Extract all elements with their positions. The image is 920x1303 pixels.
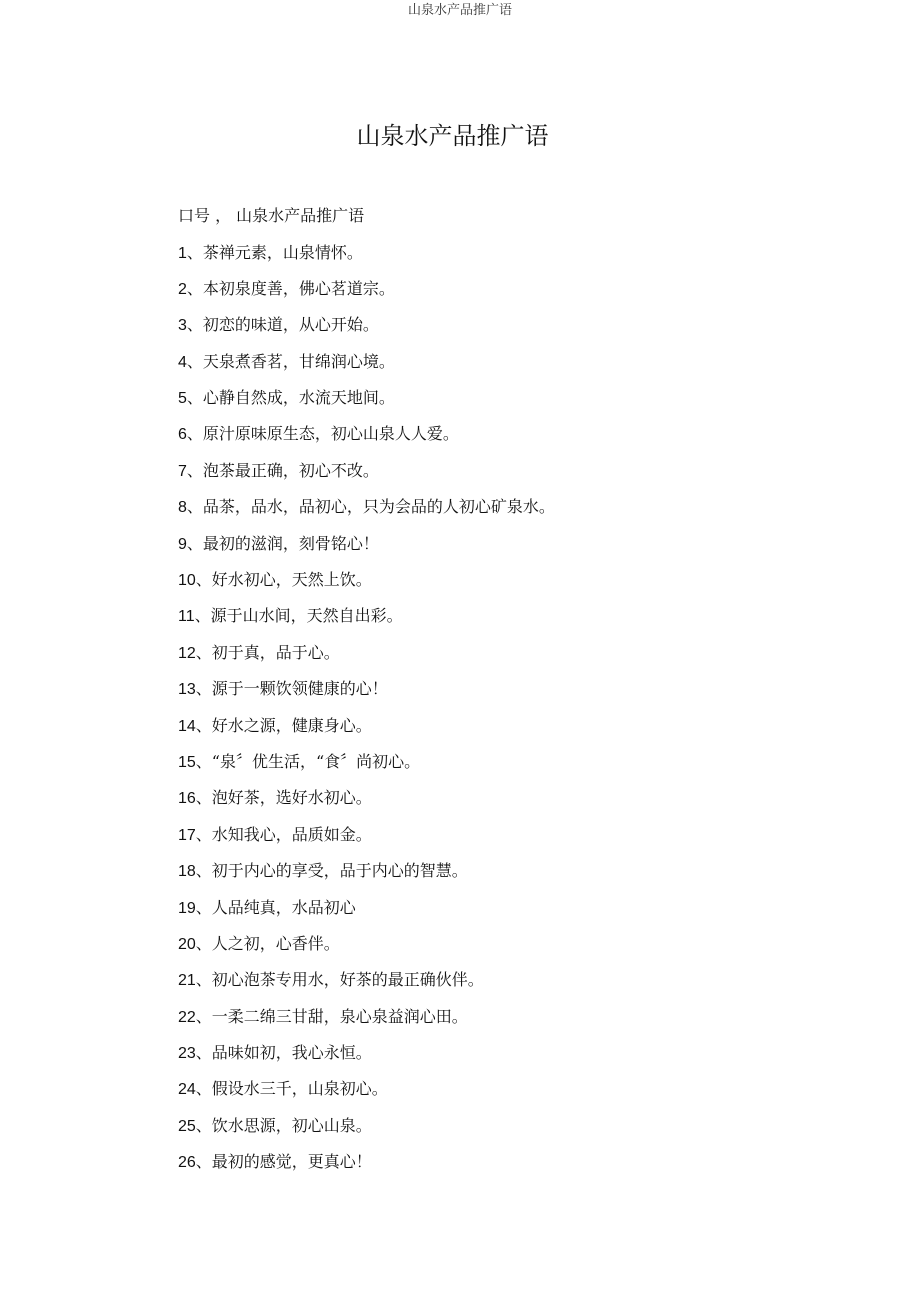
slogan-number: 7 bbox=[178, 462, 187, 480]
intro-line: 口号 ， 山泉水产品推广语 bbox=[178, 206, 365, 225]
slogan-text: 、最初的滋润，刻骨铭心！ bbox=[186, 533, 379, 553]
slogan-number: 24 bbox=[178, 1081, 196, 1099]
slogan-text: 、初于内心的享受，品于内心的智慧。 bbox=[195, 861, 468, 881]
slogan-number: 9 bbox=[178, 535, 187, 553]
slogan-item bbox=[178, 858, 798, 884]
running-header: 山泉水产品推广语 bbox=[407, 3, 512, 18]
slogan-number: 18 bbox=[178, 863, 196, 881]
slogan-text: 、源于山水间，天然自出彩。 bbox=[194, 606, 403, 626]
slogan-item bbox=[178, 1076, 798, 1102]
slogan-item bbox=[178, 240, 798, 266]
slogan-item bbox=[178, 421, 798, 447]
slogan-number: 20 bbox=[178, 935, 196, 953]
slogan-item bbox=[178, 713, 798, 739]
slogan-item bbox=[178, 567, 798, 593]
slogan-number: 8 bbox=[178, 499, 187, 517]
slogan-text: 、水知我心，品质如金。 bbox=[195, 824, 372, 844]
slogan-text: 、人品纯真，水品初心 bbox=[195, 897, 356, 917]
slogan-number: 19 bbox=[178, 899, 196, 917]
slogan-text: 、品茶，品水，品初心，只为会品的人初心矿泉水。 bbox=[186, 497, 555, 517]
slogan-number: 1 bbox=[178, 244, 187, 262]
slogan-text: 、初恋的味道，从心开始。 bbox=[186, 315, 379, 335]
slogan-text: 、初心泡茶专用水，好茶的最正确伙伴。 bbox=[195, 970, 484, 990]
slogan-item bbox=[178, 1149, 798, 1175]
slogan-text: 、源于一颗饮领健康的心！ bbox=[195, 679, 388, 699]
slogan-text: 、假设水三千，山泉初心。 bbox=[195, 1079, 388, 1099]
slogan-item bbox=[178, 494, 798, 520]
slogan-item bbox=[178, 931, 798, 957]
slogan-number: 12 bbox=[178, 644, 196, 662]
slogan-number: 15 bbox=[178, 753, 196, 771]
slogan-list bbox=[178, 240, 798, 1176]
slogan-number: 3 bbox=[178, 317, 187, 335]
slogan-number: 14 bbox=[178, 717, 196, 735]
slogan-text: 、原汁原味原生态，初心山泉人人爱。 bbox=[186, 424, 459, 444]
slogan-item bbox=[178, 1113, 798, 1139]
slogan-text: 、好水初心，天然上饮。 bbox=[195, 570, 372, 590]
slogan-number: 17 bbox=[178, 826, 196, 844]
slogan-text: 、泡好茶，选好水初心。 bbox=[195, 788, 372, 808]
slogan-text: 、一柔二绵三甘甜，泉心泉益润心田。 bbox=[195, 1006, 468, 1026]
slogan-number: 21 bbox=[178, 972, 196, 990]
slogan-item bbox=[178, 967, 798, 993]
slogan-number: 22 bbox=[178, 1008, 196, 1026]
slogan-item bbox=[178, 276, 798, 302]
slogan-item bbox=[178, 1004, 798, 1030]
slogan-number: 5 bbox=[178, 390, 187, 408]
document-body bbox=[178, 203, 798, 1186]
slogan-item bbox=[178, 785, 798, 811]
slogan-item bbox=[178, 822, 798, 848]
slogan-item bbox=[178, 349, 798, 375]
slogan-text: 、茶禅元素，山泉情怀。 bbox=[186, 242, 363, 262]
slogan-text: 、饮水思源，初心山泉。 bbox=[195, 1115, 372, 1135]
slogan-item bbox=[178, 640, 798, 666]
slogan-item bbox=[178, 603, 798, 629]
slogan-number: 2 bbox=[178, 280, 187, 298]
slogan-text: 、本初泉度善，佛心茗道宗。 bbox=[186, 278, 395, 298]
slogan-number: 23 bbox=[178, 1045, 196, 1063]
slogan-text: 、初于真，品于心。 bbox=[195, 642, 340, 662]
slogan-item bbox=[178, 531, 798, 557]
slogan-number: 25 bbox=[178, 1117, 196, 1135]
slogan-number: 16 bbox=[178, 790, 196, 808]
slogan-number: 26 bbox=[178, 1154, 196, 1172]
slogan-text: 、“泉〞优生活，“食〞尚初心。 bbox=[195, 751, 421, 771]
slogan-item bbox=[178, 458, 798, 484]
slogan-item bbox=[178, 385, 798, 411]
slogan-item bbox=[178, 312, 798, 338]
slogan-text: 、品味如初，我心永恒。 bbox=[195, 1043, 372, 1063]
document-title: 山泉水产品推广语 bbox=[356, 122, 549, 150]
slogan-item bbox=[178, 749, 798, 775]
slogan-text: 、心静自然成，水流天地间。 bbox=[186, 388, 395, 408]
slogan-text: 、天泉煮香茗，甘绵润心境。 bbox=[186, 351, 395, 371]
slogan-number: 6 bbox=[178, 426, 187, 444]
slogan-number: 4 bbox=[178, 353, 187, 371]
slogan-number: 10 bbox=[178, 572, 196, 590]
slogan-number: 11 bbox=[178, 608, 195, 626]
slogan-text: 、人之初，心香伴。 bbox=[195, 933, 340, 953]
slogan-text: 、好水之源，健康身心。 bbox=[195, 715, 372, 735]
slogan-item bbox=[178, 676, 798, 702]
slogan-number: 13 bbox=[178, 681, 196, 699]
slogan-text: 、最初的感觉，更真心！ bbox=[195, 1152, 372, 1172]
slogan-item bbox=[178, 895, 798, 921]
slogan-text: 、泡茶最正确，初心不改。 bbox=[186, 460, 379, 480]
slogan-item bbox=[178, 1040, 798, 1066]
